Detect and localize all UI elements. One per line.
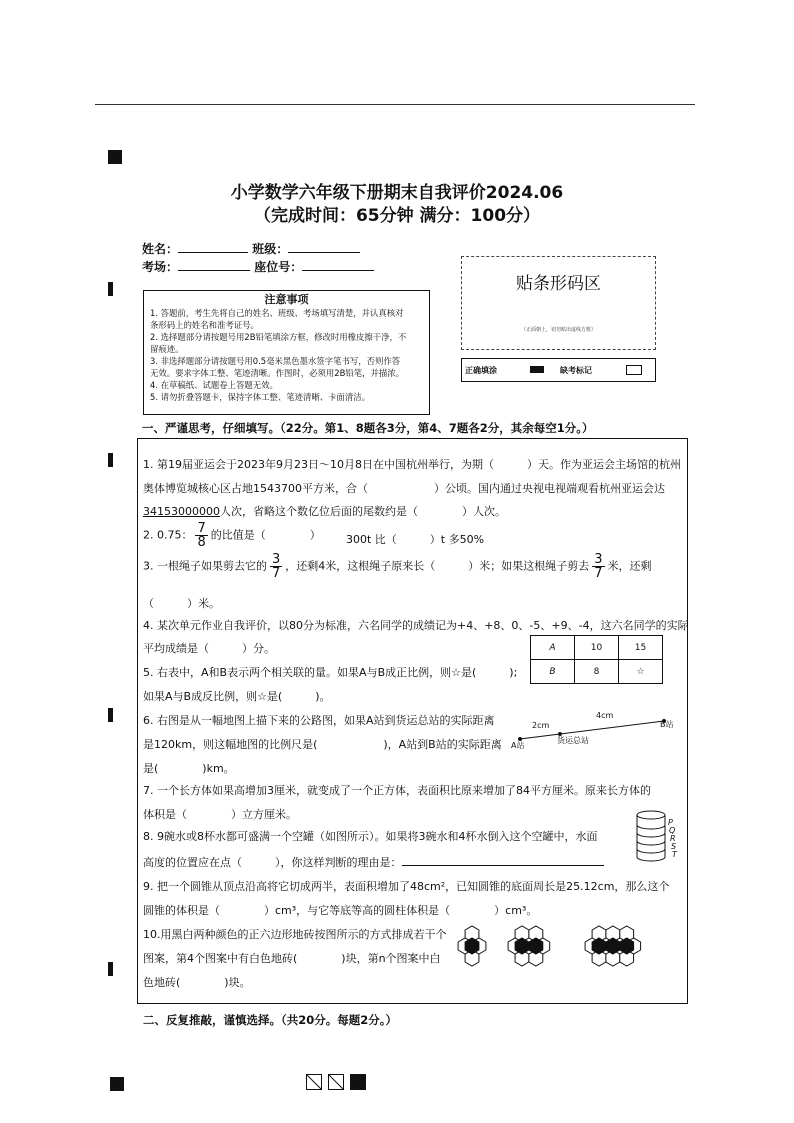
q7-line-1: 7. 一个长方体如果高增加3厘米，就变成了一个正方体，表面积比原来增加了84平方厘米。原来长方体的: [143, 784, 651, 797]
side-mark-2: [108, 453, 113, 467]
fraction-denominator: 7: [594, 566, 603, 581]
page-subtitle: （完成时间：65分钟 满分：100分）: [253, 206, 541, 226]
q5-table: [530, 635, 663, 684]
q8-reason-field[interactable]: [402, 853, 604, 866]
barcode-label: 贴条形码区: [516, 274, 601, 294]
q9-line-2: 圆锥的体积是（ ）cm³，与它等底等高的圆柱体积是（ ）cm³。: [143, 904, 538, 917]
black-hex-tile: [620, 938, 634, 954]
q1-line-3-rest: 人次，省略这个数亿位后面的尾数约是（ ）人次。: [219, 505, 506, 518]
notice-heading: 注意事项: [264, 293, 309, 306]
q6-line-2: 是120km，则这幅地图的比例尺是( )，A站到B站的实际距离: [143, 738, 502, 751]
q1-line-3: [143, 503, 506, 519]
name-label: 姓名：: [142, 242, 179, 256]
seat-field[interactable]: [302, 258, 374, 271]
fraction-numerator: 7: [197, 521, 206, 536]
q6-line-3: 是( )km。: [143, 762, 235, 775]
q10-line-1: 10.用黑白两种颜色的正六边形地砖按图所示的方式排成若干个: [143, 928, 447, 941]
q1-line-1: 1. 第19届亚运会于2023年9月23日～10月8日在中国杭州举行，为期（ ）天。作为亚运会主场馆的杭州: [143, 458, 681, 471]
top-rule: [95, 104, 695, 105]
q7-line-2: 体积是（ ）立方厘米。: [143, 808, 297, 821]
fraction-denominator: 8: [197, 535, 206, 550]
q3-line-1: [143, 553, 652, 580]
notice-box: [143, 290, 430, 415]
seat-label: 座位号：: [254, 260, 303, 274]
q8-line-2: [143, 853, 604, 870]
notice-line: 4. 在草稿纸、试题卷上答题无效。: [150, 380, 278, 390]
barcode-sub: （正面朝上，切勿贴出虚线方框）: [520, 327, 596, 333]
notice-line: 3. 非选择题部分请按题号用0.5毫米黑色墨水签字笔书写，否则作答: [150, 356, 401, 366]
absent-mark-box[interactable]: [626, 365, 642, 375]
jar-point-label: P: [668, 818, 673, 827]
page-code-marks: [306, 1074, 368, 1092]
q4-line-2: 平均成绩是（ ）分。: [143, 642, 275, 655]
q4-line-1: 4. 某次单元作业自我评价，以80分为标准，六名同学的成绩记为+4、+8、0、-5、+9、-4，这六名同学的实际: [143, 619, 689, 632]
notice-line: 2. 选择题部分请按题号用2B铅笔填涂方框，修改时用橡皮擦干净，不: [150, 332, 407, 342]
section-2-heading: 二、反复推敲，谨慎选择。（共20分。每题2分。）: [143, 1013, 398, 1027]
exam-room-label: 考场：: [142, 260, 179, 274]
jar-point-label: T: [672, 850, 677, 859]
correct-fill-label: 正确填涂: [465, 366, 497, 375]
class-field[interactable]: [288, 240, 360, 253]
q3-fraction: [270, 553, 282, 580]
jar-point-label: R: [670, 834, 676, 843]
q3-line-2: （ ）米。: [143, 597, 220, 610]
q6-label-distance-2: 4cm: [596, 711, 614, 720]
info-row-2: [142, 258, 374, 275]
fraction-denominator: 7: [272, 566, 281, 581]
fraction-numerator: 3: [272, 552, 281, 567]
exam-room-field[interactable]: [178, 258, 250, 271]
correct-fill-sample: [530, 366, 544, 373]
q3-fraction-2: [592, 553, 604, 580]
q6-line-1: 6. 右图是从一幅地图上描下来的公路图，如果A站到货运总站的实际距离: [143, 714, 495, 727]
absent-mark-label: 缺考标记: [560, 366, 592, 375]
q3-prefix: 3. 一根绳子如果剪去它的: [143, 559, 267, 573]
fill-legend: [461, 358, 656, 382]
table-row: [531, 636, 663, 660]
q3-middle: ，还剩4米，这根绳子原来长（ ）米；如果这根绳子剪去: [285, 559, 590, 573]
table-row: [531, 660, 663, 684]
table-cell: A: [531, 636, 575, 660]
side-mark-1: [108, 282, 113, 296]
table-cell: B: [531, 660, 575, 684]
q1-number: 34153000000: [143, 505, 220, 518]
jar-point-label: Q: [669, 826, 676, 835]
q2-prefix: 2. 0.75：: [143, 528, 193, 542]
section-1-heading: 一、严谨思考，仔细填写。（22分。第1、8题各3分，第4、7题各2分，其余每空1分。）: [142, 421, 594, 435]
q6-label-freight-station: 货运总站: [557, 736, 589, 745]
notice-line: 5. 请勿折叠答题卡，保持字体工整、笔迹清晰、卡面清洁。: [150, 392, 371, 402]
side-mark-3: [108, 708, 113, 722]
q8-line-2-text: 高度的位置应在点（ ），你这样判断的理由是：: [143, 856, 402, 869]
q3-rest: 米，还剩: [607, 559, 652, 573]
q6-label-distance-1: 2cm: [532, 721, 550, 730]
q10-line-2: 图案，第4个图案中有白色地砖( )块，第n个图案中白: [143, 952, 441, 965]
page-title: 小学数学六年级下册期末自我评价2024.06: [230, 183, 564, 203]
q2-second-part: 300t 比（ ）t 多50%: [346, 533, 485, 546]
class-label: 班级：: [252, 242, 289, 256]
jar-point-label: S: [671, 842, 677, 851]
corner-mark-bottom-left: [110, 1077, 124, 1091]
side-mark-4: [108, 962, 113, 976]
corner-mark-top-left: [108, 150, 122, 164]
q2-line: [143, 522, 321, 549]
q10-hexagon-patterns: [452, 918, 688, 974]
q5-line-2: 如果A与B成反比例，则☆是( )。: [143, 690, 331, 703]
table-cell: 8: [575, 660, 619, 684]
q1-line-2: 奥体博览城核心区占地1543700平方米，合（ ）公顷。国内通过央视电视端观看杭州亚运会达: [143, 482, 665, 495]
q10-line-3: 色地砖( )块。: [143, 976, 251, 989]
q5-line-1: 5. 右表中，A和B表示两个相关联的量。如果A与B成正比例，则☆是( );: [143, 666, 518, 679]
notice-line: 无效。要求字体工整、笔迹清晰。作图时，必须用2B铅笔，并描浓。: [150, 368, 404, 378]
q9-line-1: 9. 把一个圆锥从顶点沿高将它切成两半，表面积增加了48cm²，已知圆锥的底面周长是25.12cm，那么这个: [143, 880, 670, 893]
q2-middle: 的比值是（ ）: [210, 528, 321, 542]
black-hex-tile: [606, 938, 620, 954]
notice-line: 留痕迹。: [150, 344, 184, 354]
q6-label-b-station: B站: [660, 720, 674, 729]
notice-line: 条形码上的姓名和准考证号。: [150, 320, 259, 330]
notice-line: 1. 答题前，考生先将自己的姓名、班级、考场填写清楚，并认真核对: [150, 308, 404, 318]
black-hex-tile: [465, 938, 479, 954]
barcode-area: [461, 256, 656, 350]
black-hex-tile: [515, 938, 529, 954]
fraction-numerator: 3: [594, 552, 603, 567]
info-row-1: [142, 240, 360, 257]
table-cell: 10: [575, 636, 619, 660]
black-hex-tile: [592, 938, 606, 954]
table-cell: 15: [619, 636, 663, 660]
black-hex-tile: [529, 938, 543, 954]
q6-label-a-station: A站: [511, 741, 525, 750]
q2-fraction: [195, 522, 207, 549]
table-cell: ☆: [619, 660, 663, 684]
q8-line-1: 8. 9碗水或8杯水都可盛满一个空罐（如图所示）。如果将3碗水和4杯水倒入这个空罐中，水面: [143, 830, 598, 843]
name-field[interactable]: [178, 240, 248, 253]
